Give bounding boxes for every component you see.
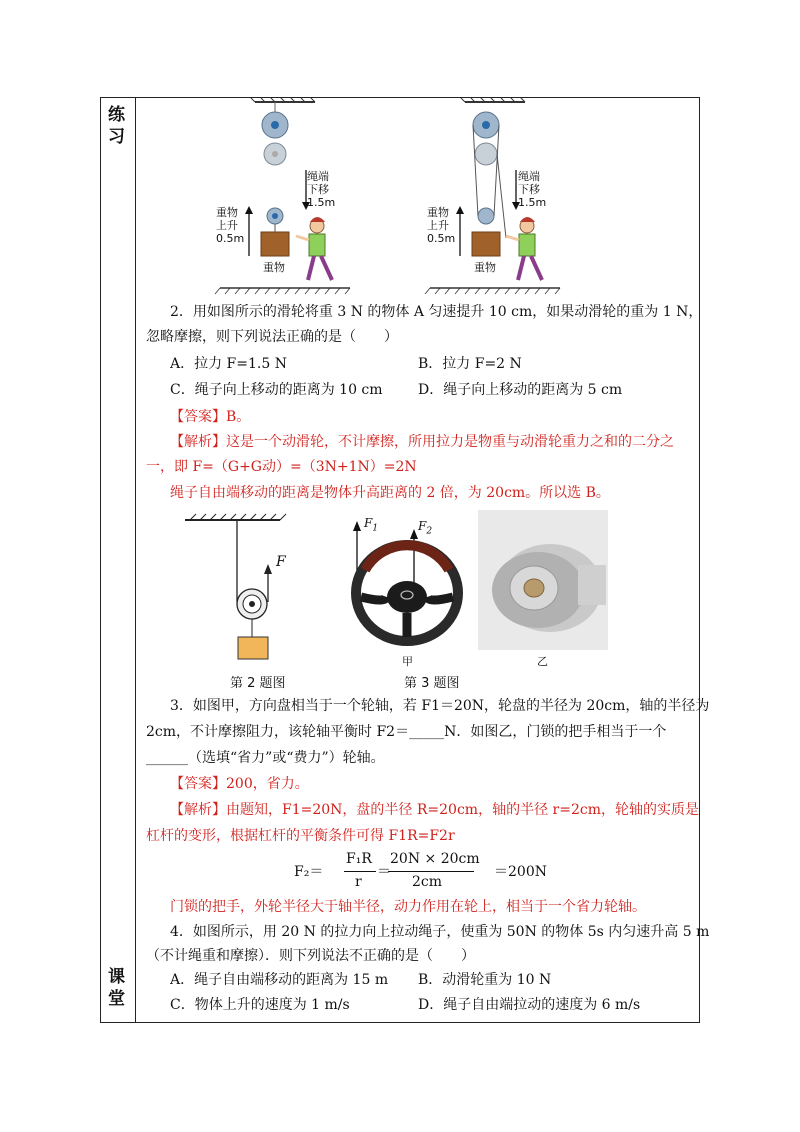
door-knob-figure <box>478 510 608 650</box>
formula-fraction-bar2 <box>388 871 474 872</box>
q4-option-c: C．物体上升的速度为 1 m/s <box>170 997 350 1013</box>
q2-analysis-line2: 一，即 F=（G+G动）=（3N+1N）=2N <box>146 459 417 475</box>
weight-label-left: 重物 上升 0.5m <box>216 206 245 245</box>
fig-label-yi: 乙 <box>537 655 548 668</box>
q2-analysis-line1: 【解析】这是一个动滑轮，不计摩擦，所用拉力是物重与动滑轮重力之和的二分之 <box>170 434 674 450</box>
object-label-left: 重物 <box>263 261 285 274</box>
caption-q3: 第 3 题图 <box>404 676 460 691</box>
force-F2-label: $F_2$ <box>418 519 433 537</box>
formula-fraction-bar1 <box>344 871 376 872</box>
pulley-figure-q2 <box>180 512 300 667</box>
side-label-practice: 练 习 <box>108 105 125 147</box>
force-F1-label: $F_1$ <box>364 516 379 534</box>
formula-result: ＝200N <box>494 864 547 880</box>
formula-num1: F₁R <box>346 851 372 867</box>
side-label-class: 课 堂 <box>108 967 125 1009</box>
q3-stem-line3: ______（选填“省力”或“费力”）轮轴。 <box>146 750 385 766</box>
q2-option-a: A．拉力 F=1.5 N <box>170 356 287 372</box>
q4-stem-line1: 4．如图所示，用 20 N 的拉力向上拉动绳子，使重为 50N 的物体 5s 内匀速升高 5 m <box>170 924 710 940</box>
formula-den2: 2cm <box>412 874 443 890</box>
object-label-right: 重物 <box>474 261 496 274</box>
q2-answer: 【答案】B。 <box>170 409 251 425</box>
q2-option-d: D．绳子向上移动的距离为 5 cm <box>418 382 623 398</box>
q3-analysis-line3: 门锁的把手，外轮半径大于轴半径，动力作用在轮上，相当于一个省力轮轴。 <box>170 899 646 915</box>
q3-stem-line1: 3．如图甲，方向盘相当于一个轮轴，若 F1＝20N，轮盘的半径为 20cm，轴的半径为 <box>170 698 710 714</box>
q3-stem-line2: 2cm，不计摩擦阻力，该轮轴平衡时 F2＝_____N．如图乙，门锁的把手相当于一个 <box>146 724 667 740</box>
rope-label-right: 绳端 下移 1.5m <box>518 170 547 209</box>
q4-option-a: A．绳子自由端移动的距离为 15 m <box>170 972 389 988</box>
q2-stem-line1: 2．用如图所示的滑轮将重 3 N 的物体 A 匀速提升 10 cm，如果动滑轮的重为 1 N， <box>170 304 703 320</box>
q2-stem-line2: 忽略摩擦，则下列说法正确的是（ ） <box>146 329 398 345</box>
q4-option-d: D．绳子自由端拉动的速度为 6 m/s <box>418 997 641 1013</box>
q3-answer: 【答案】200，省力。 <box>170 776 309 792</box>
steering-wheel-figure <box>345 515 465 655</box>
q3-analysis-line2: 杠杆的变形，根据杠杆的平衡条件可得 F1R=F2r <box>146 828 455 844</box>
q4-stem-line2: （不计绳重和摩擦）．则下列说法不正确的是（ ） <box>146 948 475 964</box>
formula-num2: 20N × 20cm <box>390 851 480 867</box>
q4-option-b: B．动滑轮重为 10 N <box>418 972 552 988</box>
caption-q2: 第 2 题图 <box>230 676 286 691</box>
q3-analysis-line1: 【解析】由题知，F1=20N，盘的半径 R=20cm，轴的半径 r=2cm，轮轴的实质是 <box>170 802 699 818</box>
q2-analysis-line3: 绳子自由端移动的距离是物体升高距离的 2 倍，为 20cm。所以选 B。 <box>170 485 610 501</box>
q2-option-c: C．绳子向上移动的距离为 10 cm <box>170 382 383 398</box>
formula-eq: ＝ <box>377 864 391 880</box>
fig-label-jia: 甲 <box>402 655 413 668</box>
rope-label-left: 绳端 下移 1.5m <box>307 170 336 209</box>
left-column <box>100 97 136 1023</box>
force-F-label: F <box>276 554 286 570</box>
q2-option-b: B．拉力 F=2 N <box>418 356 522 372</box>
formula-lhs: F₂＝ <box>294 864 324 880</box>
formula-den1: r <box>355 874 362 890</box>
weight-label-right: 重物 上升 0.5m <box>427 206 456 245</box>
